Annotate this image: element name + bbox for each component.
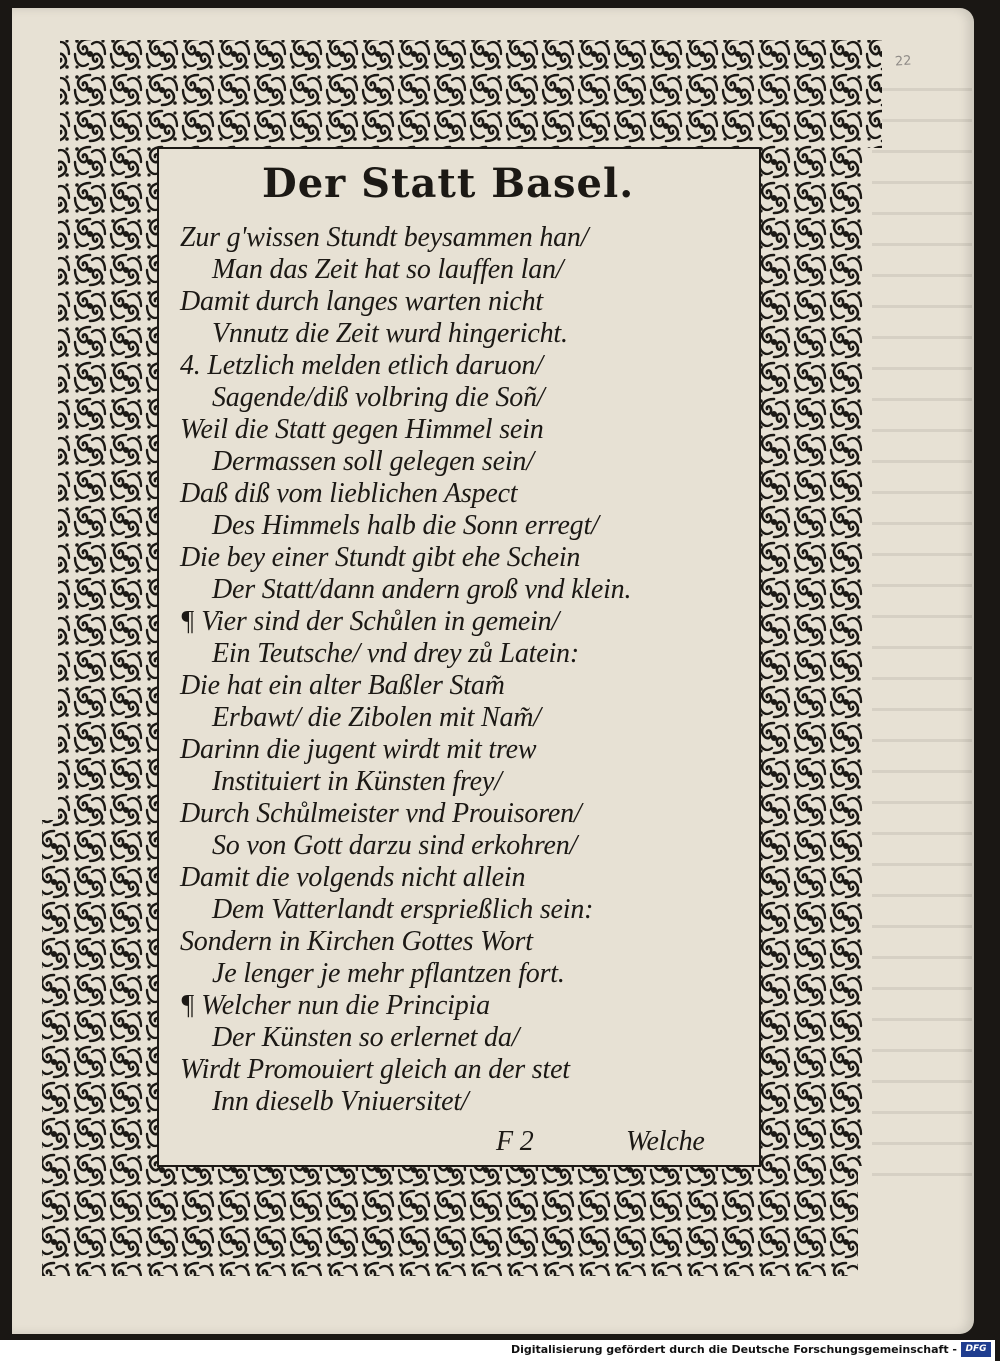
verse-line: Der Künsten so erlernet da/	[212, 1022, 520, 1053]
verse-line: Je lenger je mehr pflantzen fort.	[212, 958, 565, 989]
verse-line: ¶ Welcher nun die Principia	[180, 990, 490, 1021]
signature-mark: F 2	[496, 1126, 534, 1157]
verse-line: Durch Schůlmeister vnd Prouisoren/	[180, 798, 582, 829]
verse-line: Inn dieselb Vniuersitet/	[212, 1086, 469, 1117]
verse-line: Des Himmels halb die Sonn erregt/	[212, 510, 599, 541]
verse-line: Sagende/diß volbring die Soñ/	[212, 382, 545, 413]
verse-line: Weil die Statt gegen Himmel sein	[180, 414, 544, 445]
verse-line: Ein Teutsche/ vnd drey zů Latein:	[212, 638, 579, 669]
verse-line: Instituiert in Künsten frey/	[212, 766, 502, 797]
verse-line: Man das Zeit hat so lauffen lan/	[212, 254, 564, 285]
pencil-folio-number: 22	[894, 53, 913, 70]
dfg-logo-icon[interactable]: DFG	[961, 1342, 991, 1357]
verse-line: Daß diß vom lieblichen Aspect	[180, 478, 518, 509]
catchword: Welche	[626, 1126, 705, 1157]
verse-line: Dem Vatterlandt ersprießlich sein:	[212, 894, 594, 925]
funding-credit: Digitalisierung gefördert durch die Deutsche Forschungsgemeinschaft -	[510, 1343, 957, 1356]
verse-line: Erbawt/ die Zibolen mit Nam̃/	[212, 702, 541, 733]
verse-line: Damit durch langes warten nicht	[180, 286, 543, 317]
page-heading: Der Statt Basel.	[262, 160, 635, 207]
verse-line: Dermassen soll gelegen sein/	[212, 446, 534, 477]
digitization-footer	[0, 1340, 995, 1361]
verse-line: Vnnutz die Zeit wurd hingericht.	[212, 318, 568, 349]
verse-line: Darinn die jugent wirdt mit trew	[180, 734, 537, 765]
verse-line: Damit die volgends nicht allein	[180, 862, 526, 893]
verse-line: 4. Letzlich melden etlich daruon/	[180, 350, 543, 381]
verse-line: Die hat ein alter Baßler Stam̃	[180, 670, 505, 701]
verse-line: ¶ Vier sind der Schůlen in gemein/	[180, 606, 560, 637]
verse-line: Der Statt/dann andern groß vnd klein.	[212, 574, 632, 605]
verse-line: Wirdt Promouiert gleich an der stet	[180, 1054, 570, 1085]
verse-line: Zur g'wissen Stundt beysammen han/	[180, 222, 589, 253]
verse-line: Sondern in Kirchen Gottes Wort	[180, 926, 533, 957]
verse-line: So von Gott darzu sind erkohren/	[212, 830, 578, 861]
verse-line: Die bey einer Stundt gibt ehe Schein	[180, 542, 581, 573]
